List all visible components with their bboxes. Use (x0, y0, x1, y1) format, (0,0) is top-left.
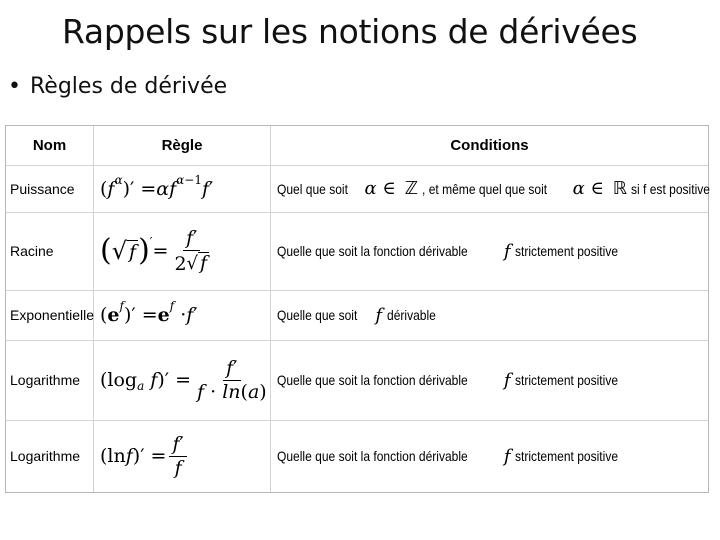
rule-formula-racine: ( √ f ) ′ = f′ 2 √ f (94, 212, 271, 290)
row-name: Puissance (6, 165, 94, 212)
table-row-logarithme-ln (6, 420, 708, 492)
rule-formula-puissance: ( f α )′ = α f α−1 f ′ (94, 165, 271, 212)
header-regle: Règle (94, 126, 271, 165)
header-conditions: Conditions (450, 137, 529, 154)
table-row-racine (6, 212, 708, 291)
rule-formula-logarithme-ln: (ln f )′ = $\frac{f'}{f}$ (94, 420, 271, 492)
table-header-row (6, 126, 708, 166)
table-row-exponentielle (6, 290, 708, 341)
condition-exponentielle: Quelle que soit f dérivable (277, 304, 436, 326)
row-name: Logarithme (6, 340, 94, 420)
rule-formula-logarithme-a: (log a f )′ = $\frac{f'}{f \cdot \ln(a)}$ (94, 340, 271, 420)
header-nom: Nom (6, 126, 94, 165)
condition-logarithme-a: Quelle que soit la fonction dérivable f strictement positive (277, 369, 619, 391)
rule-formula-exponentielle: ( e f )′ = e f · f ′ (94, 290, 271, 340)
row-name: Exponentielle (6, 290, 94, 340)
condition-racine: Quelle que soit la fonction dérivable f strictement positive (277, 240, 619, 262)
condition-puissance: Quel que soit α ∈ ℤ , et même quel que soit α ∈ ℝ si f est positive (277, 178, 711, 199)
condition-logarithme-ln: Quelle que soit la fonction dérivable f strictement positive (277, 445, 619, 467)
bullet-text: Règles de dérivée (30, 74, 228, 99)
row-name: Racine (6, 212, 94, 290)
row-name: Logarithme (6, 420, 94, 492)
bullet-marker: • (8, 74, 21, 99)
slide-title: Rappels sur les notions de dérivées (62, 12, 638, 51)
derivative-rules-table (5, 125, 709, 493)
bullet-item (8, 74, 227, 99)
table-row-logarithme-a (6, 340, 708, 421)
table-row-puissance (6, 165, 711, 213)
